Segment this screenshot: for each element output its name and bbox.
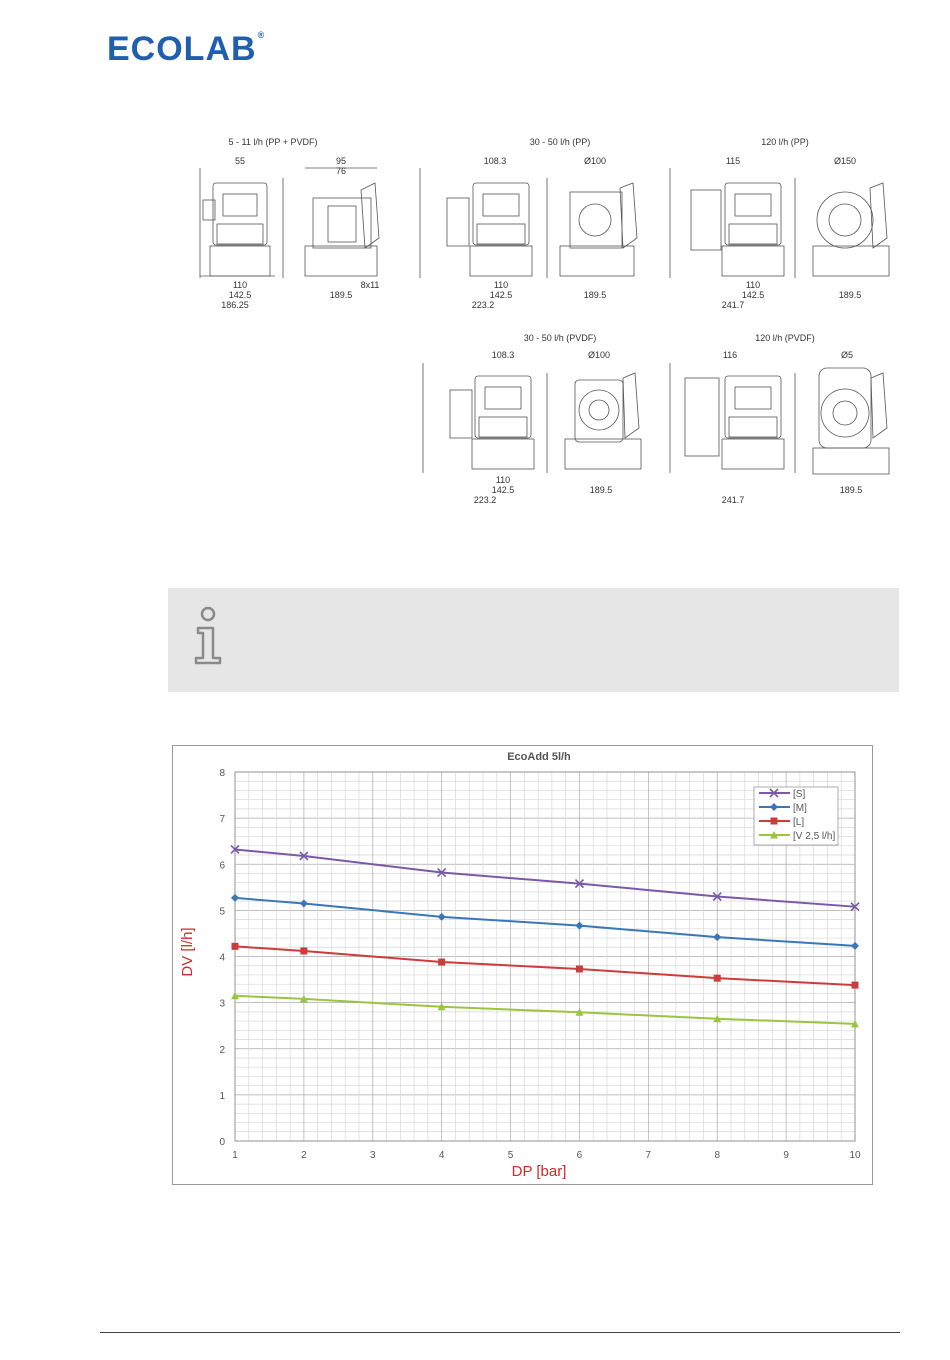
info-icon bbox=[192, 606, 226, 666]
dimension-label: 223.2 bbox=[471, 300, 495, 310]
drawing-2-side bbox=[560, 183, 637, 276]
chart-svg bbox=[172, 745, 873, 1185]
dimension-label: 115 bbox=[725, 156, 741, 166]
drawing-3-front bbox=[670, 168, 795, 278]
dimension-label: 110 bbox=[495, 475, 511, 485]
data-point-square bbox=[438, 959, 445, 966]
legend-label: [V 2,5 l/h] bbox=[793, 831, 836, 842]
dimension-label: 189.5 bbox=[838, 290, 862, 300]
x-tick-label: 5 bbox=[507, 1150, 514, 1161]
x-tick-label: 9 bbox=[783, 1150, 789, 1161]
legend-label: [M] bbox=[793, 803, 807, 814]
x-tick-label: 1 bbox=[232, 1150, 238, 1161]
x-tick-label: 10 bbox=[849, 1150, 861, 1161]
dimension-label: 8x11 bbox=[360, 280, 380, 290]
legend-label: [L] bbox=[793, 817, 805, 828]
logo-registered-mark: ® bbox=[257, 30, 266, 40]
data-point-square bbox=[300, 947, 307, 954]
data-point-square bbox=[576, 965, 583, 972]
dimension-label: 95 bbox=[335, 156, 347, 166]
y-tick-label: 1 bbox=[219, 1090, 225, 1102]
drawing-title-2: 30 - 50 l/h (PP) bbox=[529, 137, 591, 147]
info-note-box bbox=[168, 588, 899, 692]
dimension-label: 223.2 bbox=[473, 495, 497, 505]
dimension-label: 116 bbox=[722, 350, 738, 360]
x-axis-label: DP [bar] bbox=[511, 1163, 567, 1180]
drawing-4-side bbox=[565, 373, 641, 469]
data-point-square bbox=[714, 975, 721, 982]
dimension-label: Ø5 bbox=[840, 350, 854, 360]
drawing-5-front bbox=[670, 363, 795, 473]
y-tick-label: 0 bbox=[219, 1137, 225, 1148]
drawing-1-front bbox=[200, 168, 283, 278]
dimension-label: 76 bbox=[335, 166, 347, 176]
drawing-title-4: 30 - 50 l/h (PVDF) bbox=[523, 333, 597, 343]
x-tick-label: 2 bbox=[301, 1150, 307, 1161]
y-tick-label: 8 bbox=[219, 768, 225, 779]
dimension-label: 189.5 bbox=[589, 485, 613, 495]
dimension-label: 55 bbox=[234, 156, 246, 166]
dimension-label: 110 bbox=[232, 280, 248, 290]
drawing-title-5: 120 l/h (PVDF) bbox=[755, 333, 815, 343]
data-point-square bbox=[771, 818, 778, 825]
drawing-5-side bbox=[813, 368, 889, 474]
logo-text: ECOLAB bbox=[107, 30, 257, 68]
footer-divider bbox=[100, 1332, 900, 1333]
dimension-label: 189.5 bbox=[583, 290, 607, 300]
chart-legend bbox=[754, 787, 838, 845]
dimension-label: 142.5 bbox=[741, 290, 765, 300]
drawing-1-side bbox=[305, 168, 379, 276]
legend-label: [S] bbox=[793, 789, 806, 800]
ecolab-logo bbox=[107, 30, 265, 69]
dimension-label: 110 bbox=[493, 280, 509, 290]
chart-title: EcoAdd 5l/h bbox=[507, 751, 571, 763]
dimension-label: 142.5 bbox=[489, 290, 513, 300]
drawing-title-3: 120 l/h (PP) bbox=[761, 137, 809, 147]
dimension-label: 189.5 bbox=[329, 290, 353, 300]
dimension-label: Ø100 bbox=[583, 156, 607, 166]
y-tick-label: 6 bbox=[219, 860, 225, 872]
dimension-label: 142.5 bbox=[491, 485, 515, 495]
y-tick-label: 4 bbox=[219, 952, 225, 964]
flow-rate-chart bbox=[172, 745, 873, 1185]
x-tick-label: 8 bbox=[714, 1150, 721, 1161]
y-axis-label: DV [l/h] bbox=[179, 927, 196, 977]
drawing-3-side bbox=[813, 183, 889, 276]
dimension-label: 142.5 bbox=[228, 290, 252, 300]
dimension-label: 241.7 bbox=[721, 300, 745, 310]
data-point-square bbox=[852, 982, 859, 989]
x-tick-label: 3 bbox=[369, 1150, 376, 1161]
dimension-label: Ø100 bbox=[587, 350, 611, 360]
x-tick-label: 4 bbox=[438, 1150, 445, 1161]
data-point-square bbox=[232, 943, 239, 950]
x-tick-label: 6 bbox=[576, 1150, 583, 1161]
dimension-label: Ø150 bbox=[833, 156, 857, 166]
drawings-svg bbox=[165, 128, 900, 518]
drawing-4-front bbox=[423, 363, 547, 473]
dimension-label: 108.3 bbox=[483, 156, 507, 166]
drawing-title-1: 5 - 11 l/h (PP + PVDF) bbox=[228, 137, 318, 147]
drawing-2-front bbox=[420, 168, 547, 278]
y-tick-label: 3 bbox=[219, 998, 225, 1010]
x-tick-label: 7 bbox=[645, 1150, 652, 1161]
y-tick-label: 5 bbox=[219, 906, 225, 918]
pump-dimension-drawings bbox=[165, 128, 900, 518]
y-tick-label: 7 bbox=[219, 814, 225, 826]
dimension-label: 110 bbox=[745, 280, 761, 290]
y-tick-label: 2 bbox=[219, 1044, 225, 1056]
dimension-label: 241.7 bbox=[721, 495, 745, 505]
dimension-label: 108.3 bbox=[491, 350, 515, 360]
dimension-label: 186.25 bbox=[221, 300, 249, 310]
dimension-label: 189.5 bbox=[839, 485, 863, 495]
